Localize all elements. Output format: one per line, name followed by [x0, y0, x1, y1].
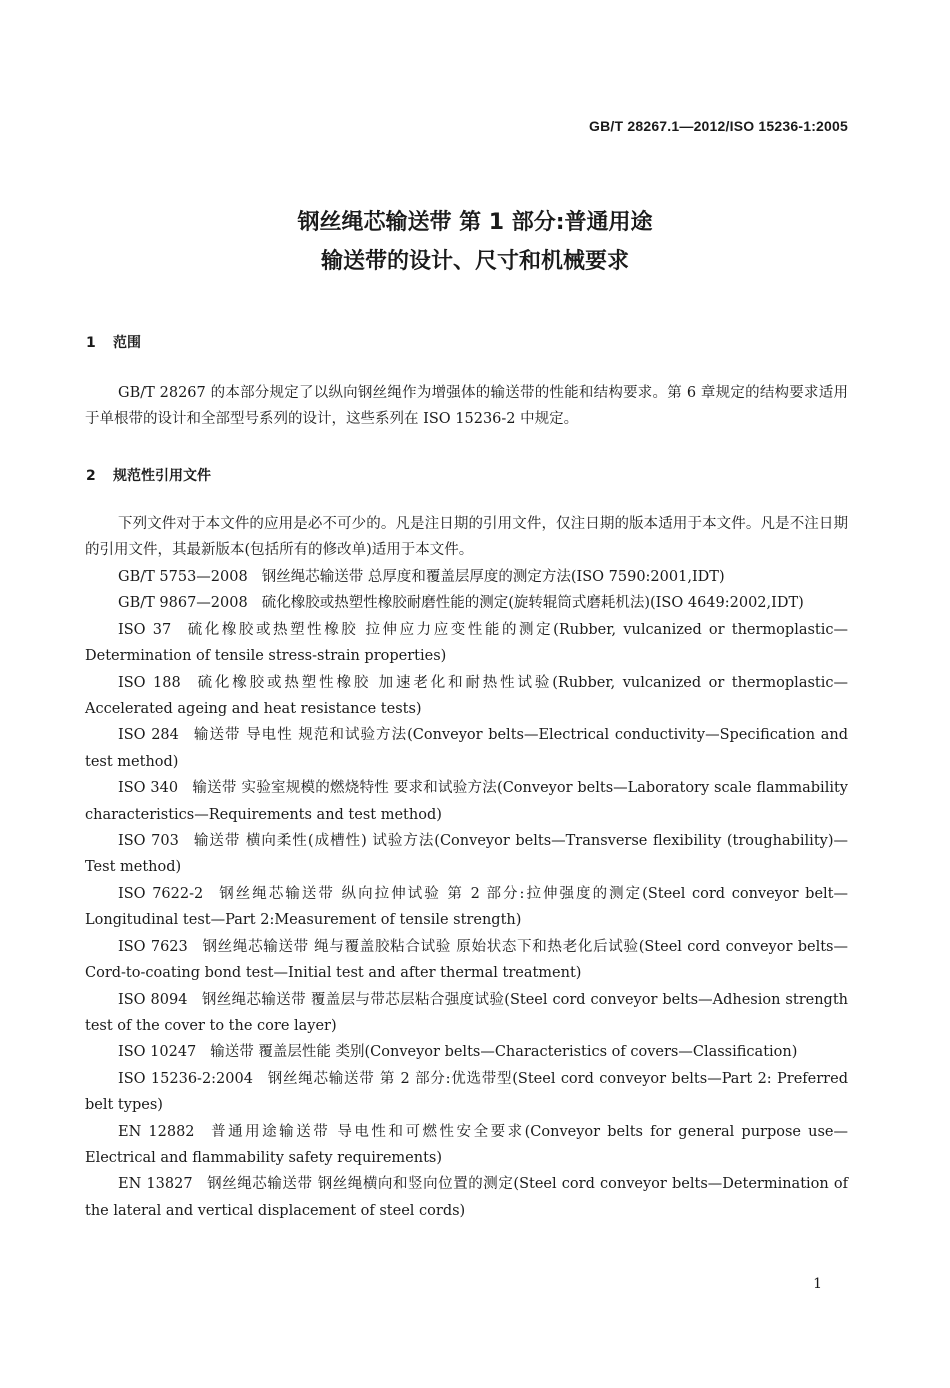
reference-title: 输送带 实验室规模的燃烧特性 要求和试验方法(Conveyor belts—Laboratory scale flammability characteristics—Requirements and test method): [85, 780, 848, 823]
reference-code: GB/T 5753—2008: [118, 569, 248, 585]
reference-code: ISO 7623: [118, 938, 188, 955]
reference-item: [85, 1066, 848, 1119]
reference-title: 硫化橡胶或热塑性橡胶 拉伸应力应变性能的测定(Rubber, vulcanized or thermoplastic—Determination of tensile stress-strain properties): [85, 621, 848, 665]
standard-number: GB/T 28267.1—2012/ISO 15236-1:2005: [589, 118, 848, 134]
reference-title: 普通用途输送带 导电性和可燃性安全要求(Conveyor belts for general purpose use—Electrical and flammability safety requirements): [85, 1123, 849, 1166]
reference-code: GB/T 9867—2008: [118, 595, 248, 612]
reference-title: 钢丝绳芯输送带 第 2 部分:优选带型(Steel cord conveyor belts—Part 2: Preferred belt types): [85, 1070, 848, 1114]
reference-item: [85, 1171, 848, 1224]
reference-list: [85, 564, 848, 1224]
reference-code: ISO 10247: [118, 1044, 197, 1061]
reference-item: [85, 590, 848, 616]
reference-title: 输送带 导电性 规范和试验方法(Conveyor belts—Electrical conductivity—Specification and test method): [85, 727, 848, 770]
reference-title: 钢丝绳芯输送带 钢丝绳横向和竖向位置的测定(Steel cord conveyor belts—Determination of the lateral and vertical displacement of steel cords): [85, 1176, 848, 1219]
reference-item: [85, 775, 848, 828]
reference-title: 钢丝绳芯输送带 纵向拉伸试验 第 2 部分:拉伸强度的测定(Steel cord conveyor belt—Longitudinal test—Part 2:Measurement of tensile strength): [85, 885, 848, 929]
reference-title: 钢丝绳芯输送带 总厚度和覆盖层厚度的测定方法(ISO 7590:2001,IDT): [261, 569, 725, 585]
section-1-heading: [86, 332, 141, 352]
section-1-title: 范围: [113, 335, 141, 351]
reference-code: EN 12882: [118, 1123, 195, 1140]
section-2-title: 规范性引用文件: [113, 468, 211, 484]
reference-code: ISO 188: [118, 674, 181, 691]
reference-title: 硫化橡胶或热塑性橡胶 加速老化和耐热性试验(Rubber, vulcanized or thermoplastic—Accelerated ageing and heat resistance tests): [85, 674, 848, 718]
section-2-heading: [86, 465, 211, 485]
reference-code: ISO 703: [118, 833, 179, 850]
reference-item: [85, 934, 848, 987]
reference-item: [85, 881, 848, 934]
reference-code: ISO 284: [118, 727, 179, 744]
reference-title: 钢丝绳芯输送带 绳与覆盖胶粘合试验 原始状态下和热老化后试验(Steel cord conveyor belts—Cord-to-coating bond test—Initial test and after thermal treatment): [85, 938, 848, 982]
section-1-number: 1: [86, 335, 96, 351]
reference-title: 硫化橡胶或热塑性橡胶耐磨性能的测定(旋转辊筒式磨耗机法)(ISO 4649:2002,IDT): [261, 595, 804, 612]
reference-item: [85, 670, 848, 723]
reference-code: ISO 37: [118, 621, 172, 638]
reference-code: ISO 7622-2: [118, 885, 204, 902]
section-2-intro: 下列文件对于本文件的应用是必不可少的。凡是注日期的引用文件，仅注日期的版本适用于本文件。凡是不注日期的引用文件，其最新版本(包括所有的修改单)适用于本文件。: [85, 516, 848, 559]
reference-item: [85, 617, 848, 670]
reference-item: [85, 564, 848, 590]
page-number: 1: [813, 1276, 822, 1292]
section-2-number: 2: [86, 468, 96, 484]
reference-item: [85, 987, 848, 1040]
reference-code: ISO 340: [118, 780, 179, 797]
reference-code: ISO 15236-2:2004: [118, 1070, 253, 1087]
reference-title: 钢丝绳芯输送带 覆盖层与带芯层粘合强度试验(Steel cord conveyor belts—Adhesion strength test of the cover to the core layer): [85, 991, 848, 1034]
reference-code: EN 13827: [118, 1176, 193, 1193]
reference-item: [85, 722, 848, 775]
document-title-line-2: 输送带的设计、尺寸和机械要求: [320, 249, 629, 274]
reference-code: ISO 8094: [118, 991, 188, 1008]
reference-item: [85, 828, 848, 881]
section-1-body: GB/T 28267 的本部分规定了以纵向钢丝绳作为增强体的输送带的性能和结构要求。第 6 章规定的结构要求适用于单根带的设计和全部型号系列的设计，这些系列在 ISO 15236-2 中规定。: [85, 385, 848, 428]
reference-title: 输送带 横向柔性(成槽性) 试验方法(Conveyor belts—Transverse flexibility (troughability)—Test method): [85, 833, 848, 876]
reference-item: [85, 1119, 848, 1172]
reference-item: [85, 1039, 848, 1065]
document-title-line-1: 钢丝绳芯输送带 第 1 部分:普通用途: [297, 210, 653, 235]
reference-title: 输送带 覆盖层性能 类别(Conveyor belts—Characteristics of covers—Classification): [210, 1044, 798, 1061]
